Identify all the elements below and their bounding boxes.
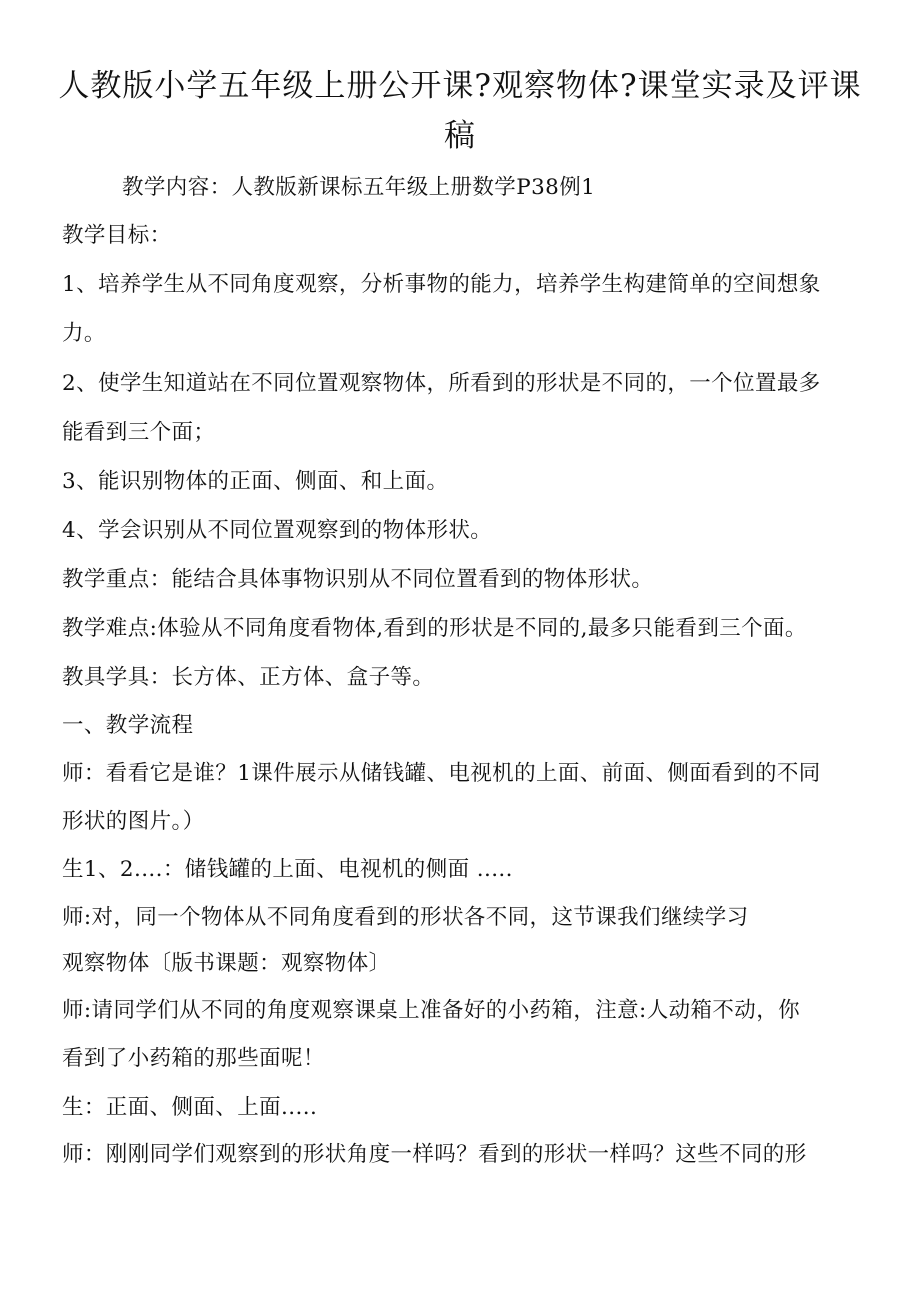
goal-4-line: 4、学会识别从不同位置观察到的物体形状。 xyxy=(62,518,493,543)
document-title-line-1: 人教版小学五年级上册公开课?观察物体?课堂实录及评课 xyxy=(58,68,862,104)
teaching-difficulty-line: 教学难点:体验从不同角度看物体,看到的形状是不同的,最多只能看到三个面。 xyxy=(62,616,807,641)
teaching-focus-line: 教学重点：能结合具体事物识别从不同位置看到的物体形状。 xyxy=(62,567,654,592)
goal-1-line-1: 1、培养学生从不同角度观察，分析事物的能力，培养学生构建简单的空间想象 xyxy=(62,272,821,297)
teacher-line-4: 师：刚刚同学们观察到的形状角度一样吗？看到的形状一样吗？这些不同的形 xyxy=(62,1142,807,1167)
teacher-line-3-cont: 看到了小药箱的那些面呢！ xyxy=(62,1046,325,1071)
teacher-line-3: 师:请同学们从不同的角度观察课桌上准备好的小药箱，注意:人动箱不动，你 xyxy=(62,998,800,1023)
goal-2-line-1: 2、使学生知道站在不同位置观察物体，所看到的形状是不同的，一个位置最多 xyxy=(62,371,821,396)
student-line-1: 生1、2....：储钱罐的上面、电视机的侧面 ..... xyxy=(62,857,513,882)
teacher-line-1: 师：看看它是谁？1课件展示从储钱罐、电视机的上面、前面、侧面看到的不同 xyxy=(62,761,821,786)
topic-line: 观察物体〔版书课题：观察物体〕 xyxy=(62,951,391,976)
goal-2-line-2: 能看到三个面； xyxy=(62,420,216,445)
document-title-line-2: 稿 xyxy=(444,118,476,154)
teacher-line-2: 师:对，同一个物体从不同角度看到的形状各不同，这节课我们继续学习 xyxy=(62,905,749,930)
teaching-process-heading: 一、教学流程 xyxy=(62,713,194,738)
teacher-line-1-cont: 形状的图片。） xyxy=(62,809,205,834)
teaching-content-line: 教学内容：人教版新课标五年级上册数学P38例1 xyxy=(122,175,596,200)
teaching-goals-heading: 教学目标： xyxy=(62,223,172,248)
teaching-aids-line: 教具学具：长方体、正方体、盒子等。 xyxy=(62,665,435,690)
goal-1-line-2: 力。 xyxy=(62,321,106,346)
student-line-2: 生：正面、侧面、上面..... xyxy=(62,1095,318,1120)
goal-3-line: 3、能识别物体的正面、侧面、和上面。 xyxy=(62,469,449,494)
